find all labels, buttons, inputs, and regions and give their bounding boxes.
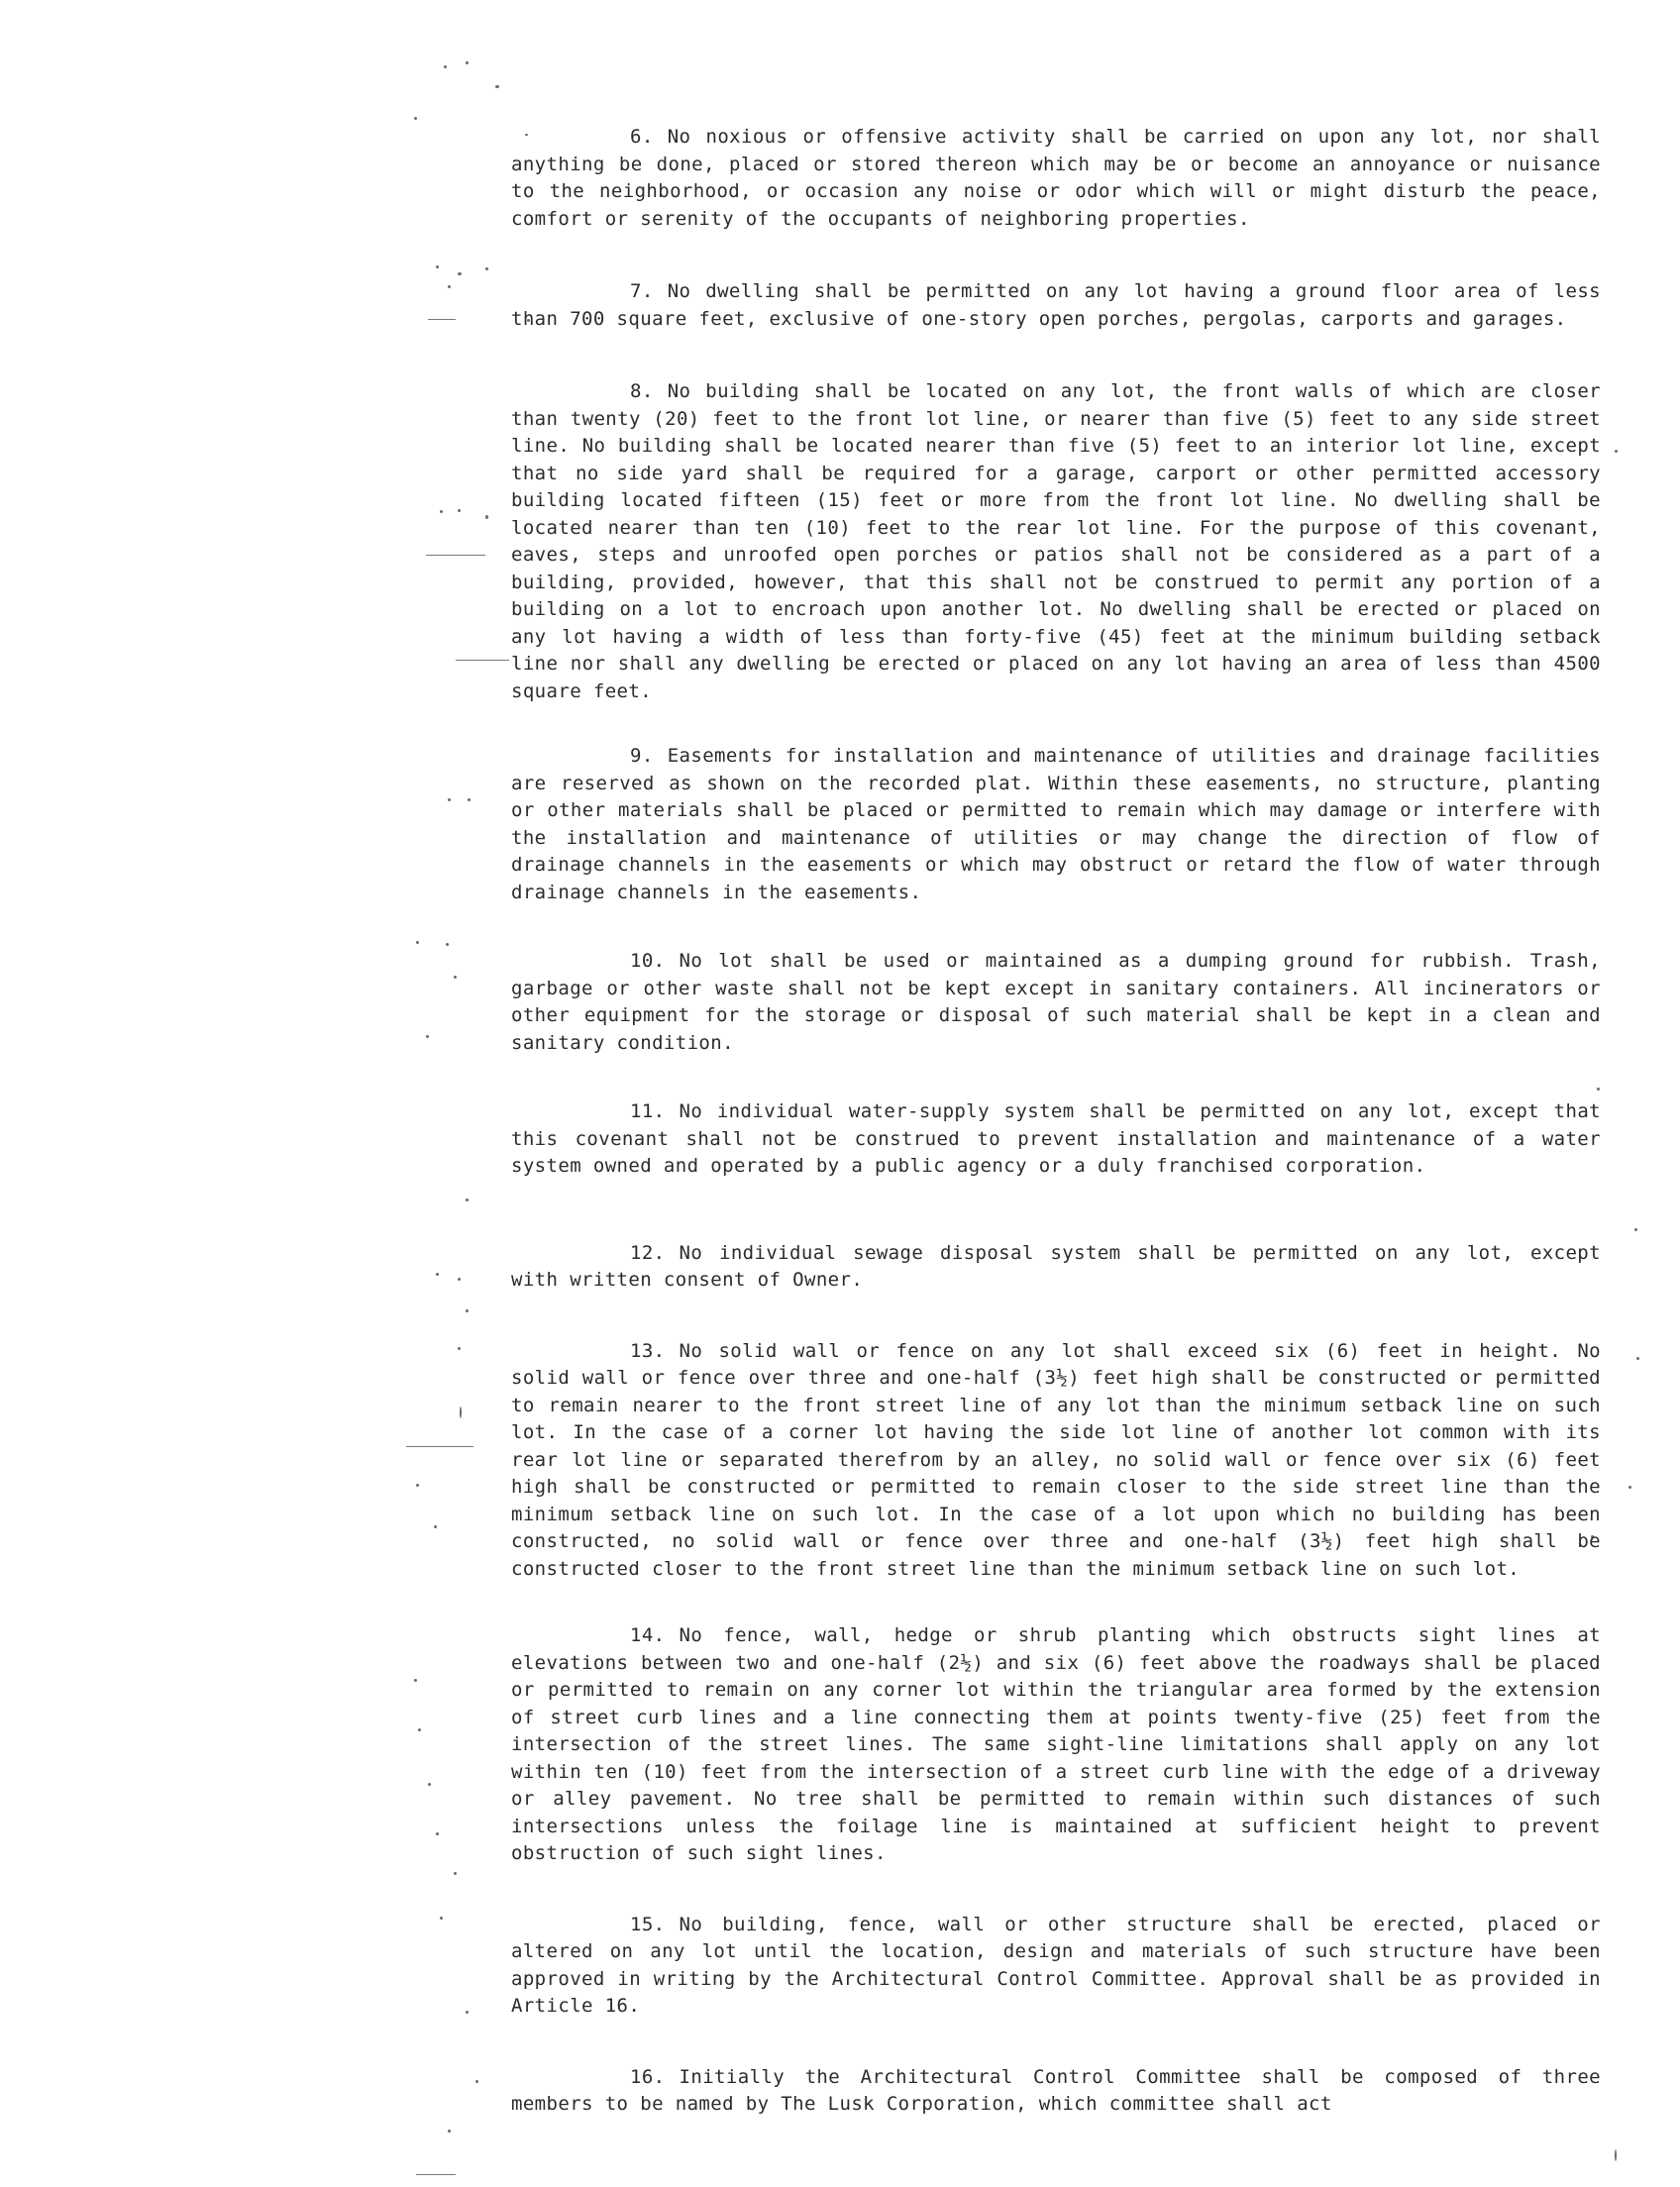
paragraph-number: 14. [630, 1624, 666, 1646]
covenant-paragraph-9 [511, 743, 1601, 906]
scan-speck [426, 1035, 429, 1038]
scan-speck [1636, 1357, 1639, 1360]
paragraph-number: 12. [630, 1241, 666, 1264]
scan-speck [414, 117, 417, 120]
scan-speck [466, 61, 469, 64]
scan-dash [406, 1446, 473, 1447]
paragraph-text: No building, fence, wall or other structure shall be erected, placed or altered on any lot until the location, design and materials of such structure have been approved in writing by the Architectural Control Committee. Approval shall be as provided in Article 16. [511, 1913, 1601, 2017]
paragraph-number: 10. [630, 950, 666, 972]
scan-speck [485, 267, 488, 270]
scan-speck [446, 943, 449, 946]
covenant-paragraph-15 [511, 1912, 1601, 2021]
paragraph-number: 7. [630, 280, 654, 302]
scan-dash [426, 555, 485, 556]
paragraph-number: 13. [630, 1339, 666, 1362]
scan-speck [436, 1273, 439, 1276]
covenant-paragraph-7 [511, 278, 1601, 333]
scan-speck [1634, 1228, 1637, 1231]
paragraph-text: No lot shall be used or maintained as a dumping ground for rubbish. Trash, garbage or other waste shall not be kept except in sanitary containers. All incinerators or other equipment for the storage or disposal of such material shall be kept in a clean and sanitary condition. [511, 950, 1601, 1054]
scan-speck [418, 1728, 421, 1731]
scan-speck [440, 510, 443, 513]
scan-speck [1628, 1486, 1631, 1489]
paragraph-number: 11. [630, 1100, 666, 1122]
covenant-paragraph-13 [511, 1338, 1601, 1584]
scan-speck [1615, 450, 1618, 453]
scan-speck [485, 515, 488, 519]
paragraph-text: No noxious or offensive activity shall be carried on upon any lot, nor shall anything be done, placed or stored thereon which may be or become an annoyance or nuisance to the neighborhood, or occasion any noise or odor which will or might disturb the peace, comfort or serenity of the occupants of neighboring properties. [511, 126, 1601, 230]
paragraph-number: 15. [630, 1913, 666, 1935]
covenant-paragraph-8 [511, 378, 1601, 705]
paragraph-number: 9. [630, 745, 654, 767]
paragraph-text: No individual water-supply system shall be permitted on any lot, except that this covenant shall not be construed to prevent installation and maintenance of a water system owned and operated by a public agency or a duly franchised corporation. [511, 1100, 1601, 1177]
paragraph-text: No building shall be located on any lot, the front walls of which are closer than twenty (20) feet to the front lot line, or nearer than five (5) feet to any side street line. No building shall be located nearer than five (5) feet to an interior lot line, except that no side yard shall be required for a garage, carport or other permitted accessory building located fifteen (15) feet or more from the front lot line. No dwelling shall be located nearer than ten (10) feet to the rear lot line. For the purpose of this covenant, eaves, steps and unroofed open porches or patios shall not be considered as a part of a building, provided, however, that this shall not be construed to permit any portion of a building on a lot to encroach upon another lot. No dwelling shall be erected or placed on any lot having a width of less than forty-five (45) feet at the minimum building setback line nor shall any dwelling be erected or placed on any lot having an area of less than 4500 square feet. [511, 380, 1601, 702]
scan-speck [460, 1406, 462, 1418]
scan-speck [495, 85, 499, 88]
paragraph-number: 16. [630, 2065, 666, 2088]
scan-speck [448, 798, 451, 801]
paragraph-text: No individual sewage disposal system shall be permitted on any lot, except with written consent of Owner. [511, 1241, 1601, 1291]
scan-speck [458, 1347, 461, 1350]
scan-dash [428, 319, 456, 320]
scan-dash [456, 660, 509, 661]
scan-speck [466, 2011, 469, 2014]
covenant-paragraph-14 [511, 1622, 1601, 1868]
scan-speck [444, 65, 447, 68]
covenant-paragraph-10 [511, 948, 1601, 1057]
scan-dash [416, 2174, 456, 2175]
scan-speck [458, 509, 461, 512]
scan-speck [440, 1917, 443, 1920]
covenant-paragraph-6 [511, 124, 1601, 233]
paragraph-text: Initially the Architectural Control Committee shall be composed of three members to be named by The Lusk Corporation, which committee shall act [511, 2065, 1601, 2115]
scan-speck [448, 2130, 451, 2133]
scan-speck [416, 1484, 419, 1487]
scan-speck [448, 285, 451, 288]
scan-speck [458, 272, 462, 275]
scan-speck [414, 1679, 417, 1682]
paragraph-number: 6. [630, 126, 654, 148]
scan-speck [454, 1872, 457, 1875]
paragraph-text: Easements for installation and maintenance of utilities and drainage facilities are reserved as shown on the recorded plat. Within these easements, no structure, planting or other materials shall be placed or permitted to remain which may damage or interfere with the installation and maintenance of utilities or may change the direction of flow of drainage channels in the easements or which may obstruct or retard the flow of water through drainage channels in the easements. [511, 745, 1601, 903]
scan-speck [428, 1783, 431, 1786]
scan-speck [454, 976, 457, 979]
scan-speck [458, 1278, 461, 1281]
paragraph-number: 8. [630, 380, 654, 402]
covenant-paragraph-12 [511, 1240, 1601, 1295]
paragraph-text: No fence, wall, hedge or shrub planting which obstructs sight lines at elevations between two and one-half (2½) and six (6) feet above the roadways shall be placed or permitted to remain on any corner lot within the triangular area formed by the extension of street curb lines and a line connecting them at points twenty-five (25) feet from the intersection of the street lines. The same sight-line limitations shall apply on any lot within ten (10) feet from the intersection of a street curb line with the edge of a driveway or alley pavement. No tree shall be permitted to remain within such distances of such intersections unless the foilage line is maintained at sufficient height to prevent obstruction of such sight lines. [511, 1624, 1601, 1864]
scan-speck [466, 1309, 469, 1312]
covenant-paragraph-16 [511, 2064, 1601, 2119]
scan-speck [466, 1198, 469, 1201]
covenant-paragraph-11 [511, 1098, 1601, 1181]
paragraph-text: No solid wall or fence on any lot shall exceed six (6) feet in height. No solid wall or fence over three and one-half (3½) feet high shall be constructed or permitted to remain nearer to the front street line of any lot than the minimum setback line on such lot. In the case of a corner lot having the side lot line of another lot common with its rear lot line or separated therefrom by an alley, no solid wall or fence over six (6) feet high shall be constructed or permitted to remain closer to the side street line than the minimum setback line on such lot. In the case of a lot upon which no building has been constructed, no solid wall or fence over three and one-half (3½) feet high shall be constructed closer to the front street line than the minimum setback line on such lot. [511, 1339, 1601, 1580]
document-body [511, 124, 1601, 2119]
scan-speck [475, 2080, 478, 2083]
scan-speck [468, 798, 471, 801]
scan-speck [416, 941, 419, 944]
paragraph-text: No dwelling shall be permitted on any lot having a ground floor area of less than 700 square feet, exclusive of one-story open porches, pergolas, carports and garages. [511, 280, 1601, 330]
scan-speck [436, 265, 439, 268]
scan-speck [434, 1525, 437, 1528]
scan-speck [1615, 2149, 1617, 2161]
scan-speck [436, 1832, 439, 1835]
